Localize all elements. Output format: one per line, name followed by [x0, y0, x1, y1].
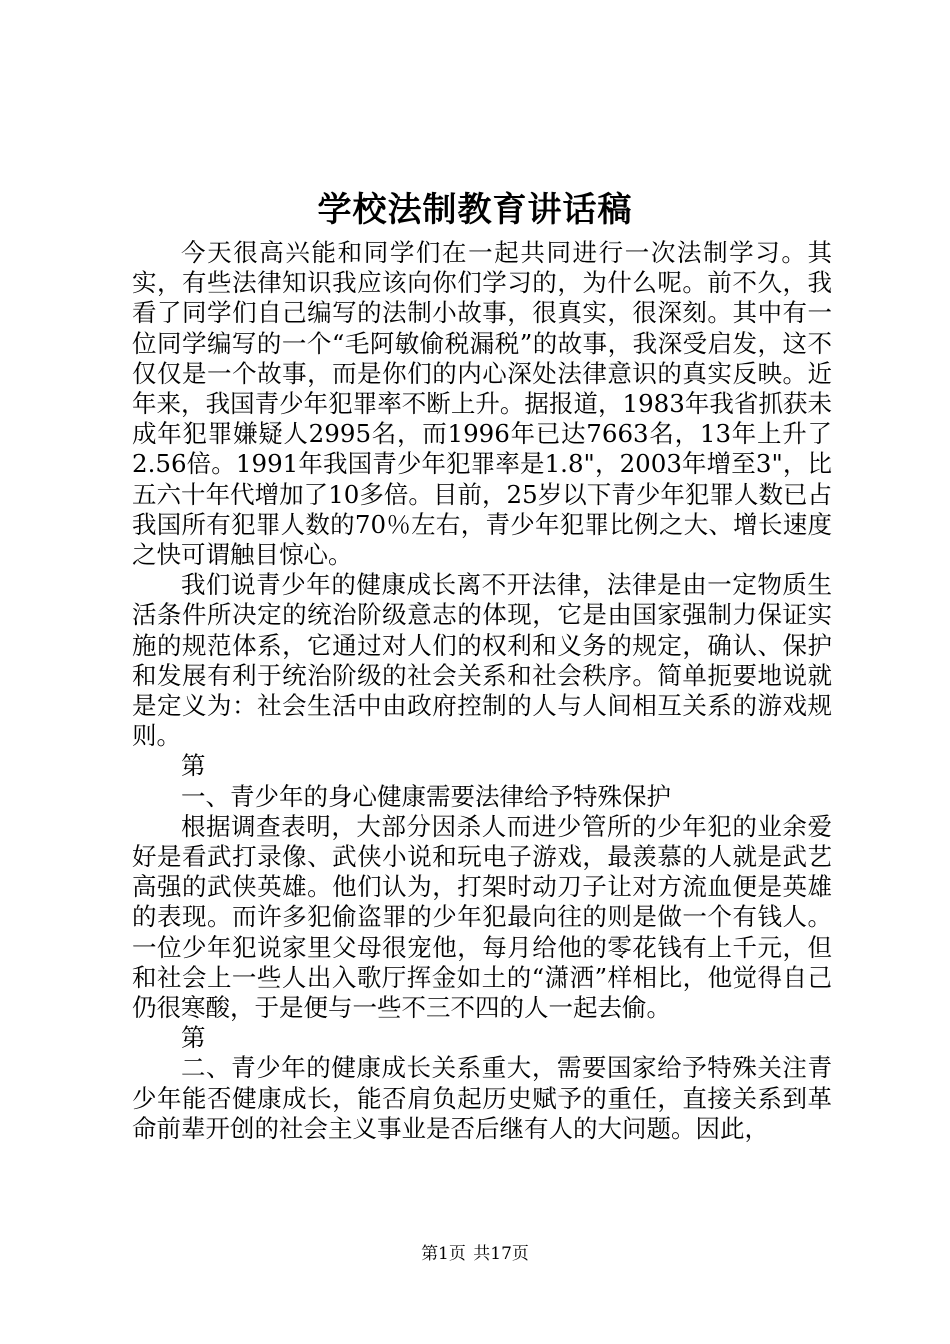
paragraph-law-definition: 我们说青少年的健康成长离不开法律，法律是由一定物质生活条件所决定的统治阶级意志的体现，它是由国家强制力保证实施的规范体系，它通过对人们的权利和义务的规定，确认、保护和发展有利于统治阶级的社会关系和社会秩序。简单扼要地说就是定义为：社会生活中由政府控制的人与人间相互关系的游戏规则。 — [132, 570, 832, 751]
paragraph-section-marker-1: 第 — [181, 751, 206, 781]
document-body — [132, 238, 832, 1144]
section-heading-1: 一、青少年的身心健康需要法律给予特殊保护 — [181, 781, 671, 811]
paragraph-intro: 今天很高兴能和同学们在一起共同进行一次法制学习。其实，有些法律知识我应该向你们学习的，为什么呢。前不久，我看了同学们自己编写的法制小故事，很真实，很深刻。其中有一位同学编写的一个“毛阿敏偷税漏税”的故事，我深受启发，这不仅仅是一个故事，而是你们的内心深处法律意识的真实反映。近年来，我国青少年犯罪率不断上升。据报道，1983年我省抓获未成年犯罪嫌疑人2995名，而1996年已达7663名，13年上升了2.56倍。1991年我国青少年犯罪率是1.8"，2003年增至3"，比五六十年代增加了10多倍。目前，25岁以下青少年犯罪人数已占我国所有犯罪人数的70％左右，青少年犯罪比例之大、增长速度之快可谓触目惊心。 — [132, 238, 832, 570]
document-title: 学校法制教育讲话稿 — [317, 190, 633, 230]
paragraph-section-marker-2: 第 — [181, 1023, 206, 1053]
paragraph-survey: 根据调查表明，大部分因杀人而进少管所的少年犯的业余爱好是看武打录像、武侠小说和玩电子游戏，最羡慕的人就是武艺高强的武侠英雄。他们认为，打架时动刀子让对方流血便是英雄的表现。而许多犯偷盗罪的少年犯最向往的则是做一个有钱人。一位少年犯说家里父母很宠他，每月给他的零花钱有上千元，但和社会上一些人出入歌厅挥金如土的“潇洒”样相比，他觉得自己仍很寒酸，于是便与一些不三不四的人一起去偷。 — [132, 811, 832, 1023]
page-footer: 第1页 共17页 — [421, 1244, 529, 1264]
section-heading-2: 二、青少年的健康成长关系重大，需要国家给予特殊关注青少年能否健康成长，能否肩负起历史赋予的重任，直接关系到革命前辈开创的社会主义事业是否后继有人的大问题。因此， — [132, 1053, 832, 1143]
